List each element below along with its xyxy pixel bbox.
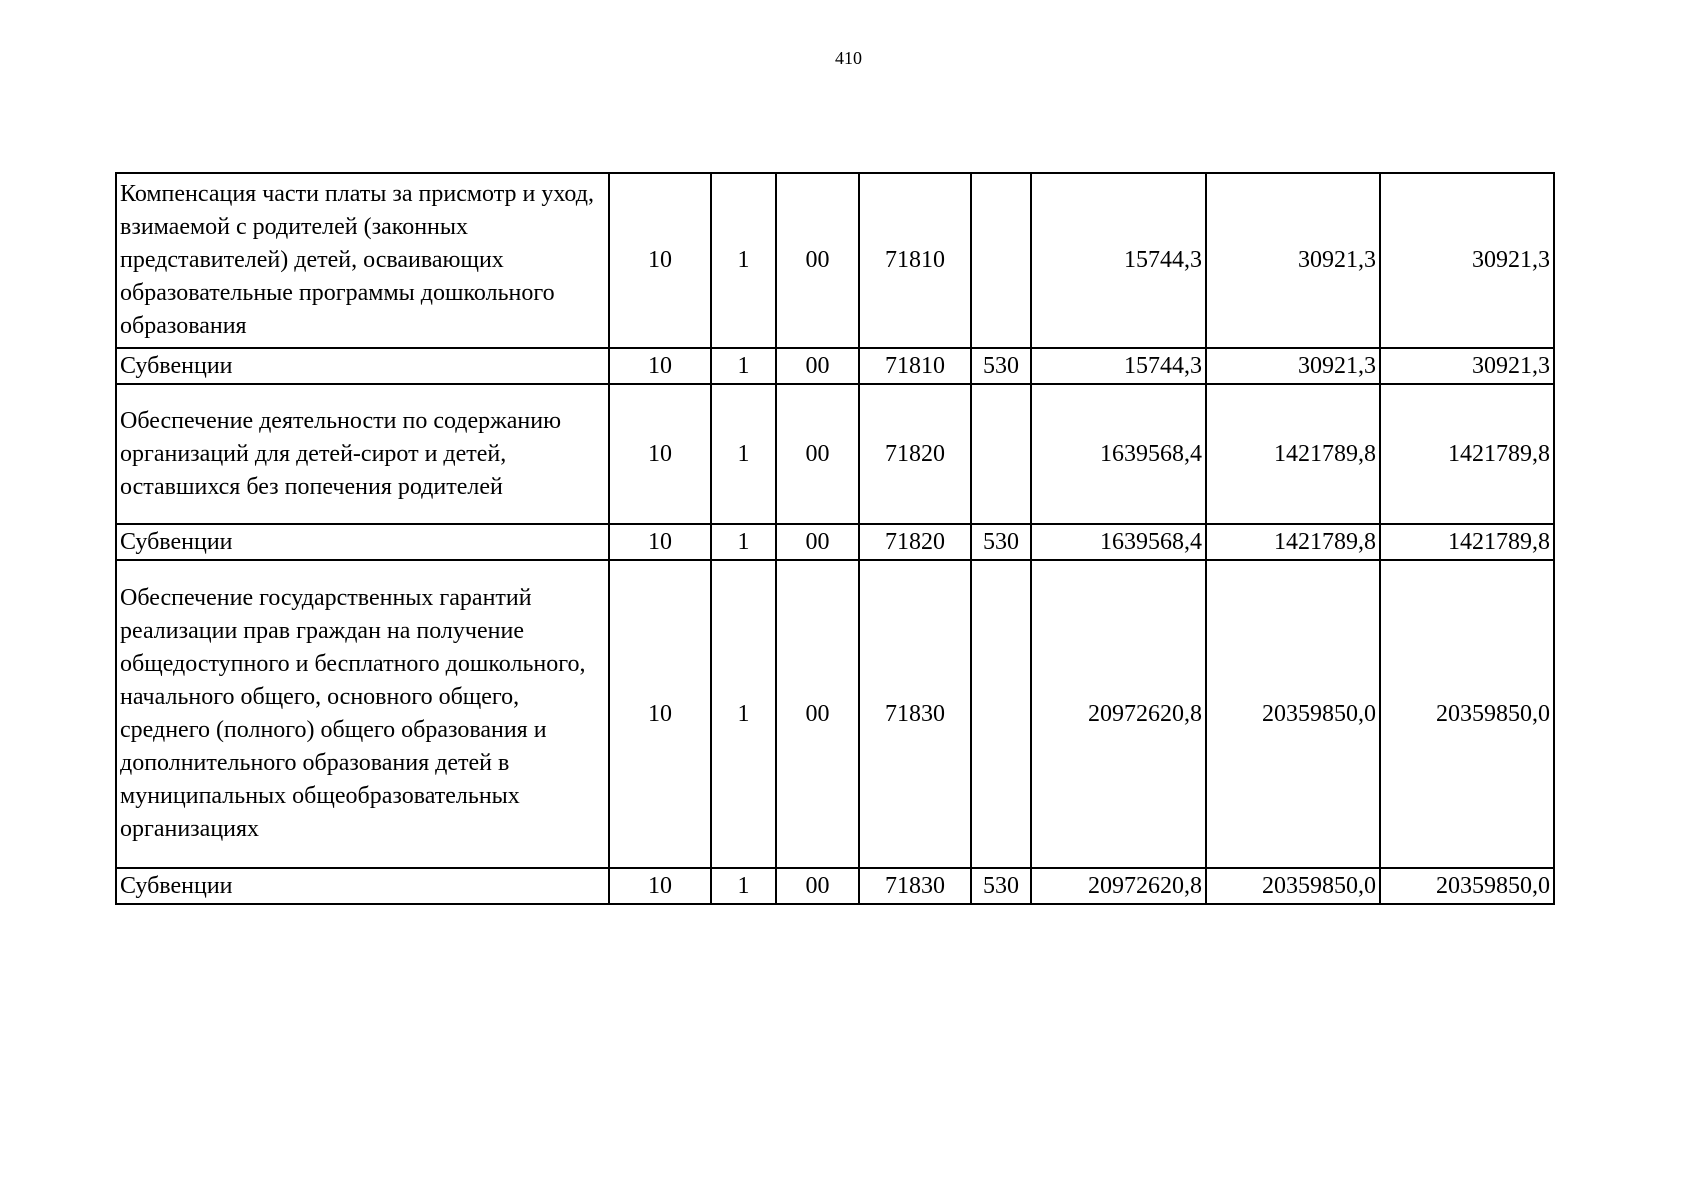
table-row [116,384,1554,524]
direction-code: 71830 [859,560,971,868]
expense-type-code [971,560,1031,868]
expense-type-code [971,173,1031,348]
page-number: 410 [835,48,862,68]
amount-year-1: 1639568,4 [1031,384,1206,524]
section-code: 10 [609,348,711,384]
section-code: 10 [609,560,711,868]
table-row [116,173,1554,348]
subprogram-code: 00 [776,173,859,348]
amount-year-2: 30921,3 [1206,348,1380,384]
budget-table [115,172,1555,905]
direction-code: 71830 [859,868,971,904]
amount-year-3: 20359850,0 [1380,560,1554,868]
program-code: 1 [711,560,776,868]
row-description: Обеспечение государственных гарантий реализации прав граждан на получение общедоступного и бесплатного дошкольного, начального общего, основного общего, среднего (полного) общего образования и дополнительного образования детей в муниципальных общеобразовательных организациях [116,560,609,868]
amount-year-3: 30921,3 [1380,348,1554,384]
program-code: 1 [711,524,776,560]
amount-year-2: 20359850,0 [1206,560,1380,868]
table-row [116,348,1554,384]
subprogram-code: 00 [776,348,859,384]
expense-type-code: 530 [971,868,1031,904]
subprogram-code: 00 [776,524,859,560]
direction-code: 71810 [859,173,971,348]
program-code: 1 [711,384,776,524]
amount-year-3: 30921,3 [1380,173,1554,348]
program-code: 1 [711,348,776,384]
section-code: 10 [609,868,711,904]
amount-year-1: 15744,3 [1031,173,1206,348]
amount-year-2: 1421789,8 [1206,524,1380,560]
subprogram-code: 00 [776,868,859,904]
table-row [116,868,1554,904]
row-description: Обеспечение деятельности по содержанию организаций для детей-сирот и детей, оставшихся без попечения родителей [116,384,609,524]
subprogram-code: 00 [776,384,859,524]
expense-type-code: 530 [971,348,1031,384]
amount-year-2: 1421789,8 [1206,384,1380,524]
direction-code: 71820 [859,524,971,560]
table-row [116,524,1554,560]
amount-year-1: 20972620,8 [1031,868,1206,904]
program-code: 1 [711,868,776,904]
subprogram-code: 00 [776,560,859,868]
row-description: Субвенции [116,524,609,560]
program-code: 1 [711,173,776,348]
amount-year-3: 20359850,0 [1380,868,1554,904]
expense-type-code [971,384,1031,524]
table-row [116,560,1554,868]
direction-code: 71820 [859,384,971,524]
amount-year-3: 1421789,8 [1380,384,1554,524]
section-code: 10 [609,384,711,524]
amount-year-1: 20972620,8 [1031,560,1206,868]
direction-code: 71810 [859,348,971,384]
expense-type-code: 530 [971,524,1031,560]
amount-year-2: 20359850,0 [1206,868,1380,904]
amount-year-1: 15744,3 [1031,348,1206,384]
section-code: 10 [609,173,711,348]
section-code: 10 [609,524,711,560]
amount-year-2: 30921,3 [1206,173,1380,348]
row-description: Субвенции [116,868,609,904]
row-description: Компенсация части платы за присмотр и уход, взимаемой с родителей (законных представителей) детей, осваивающих образовательные программы дошкольного образования [116,173,609,348]
amount-year-3: 1421789,8 [1380,524,1554,560]
amount-year-1: 1639568,4 [1031,524,1206,560]
row-description: Субвенции [116,348,609,384]
